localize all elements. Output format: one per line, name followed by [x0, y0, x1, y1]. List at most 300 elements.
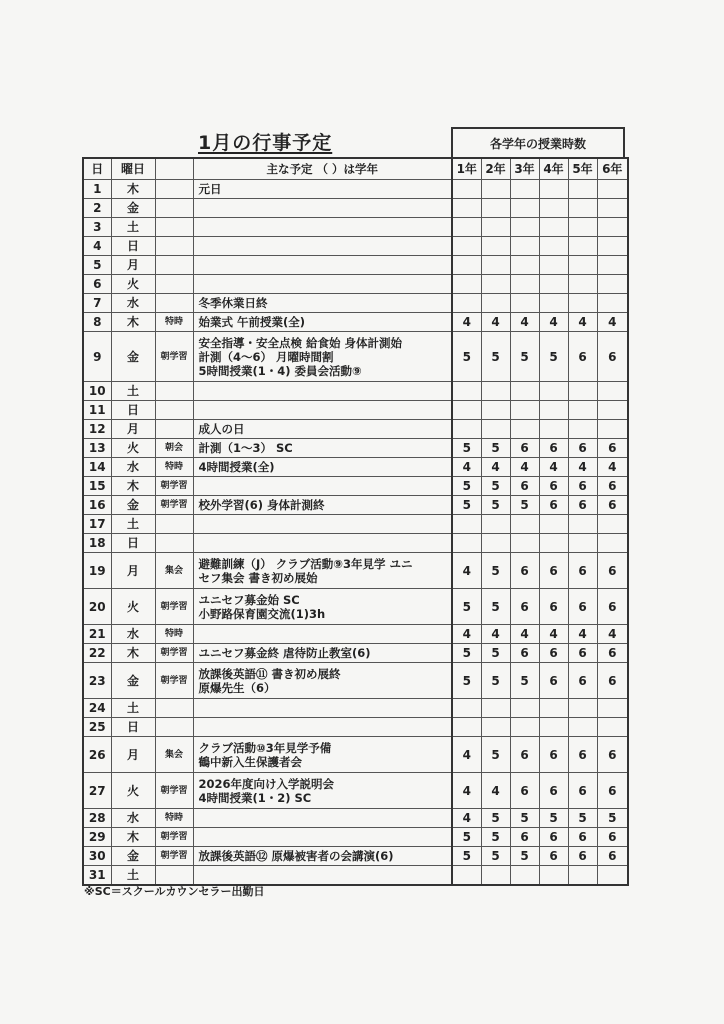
day-cell: 10 — [83, 382, 111, 401]
grade-6-hours-cell — [597, 401, 628, 420]
main-schedule-cell: ユニセフ募金始 SC 小野路保育園交流(1)3h — [193, 589, 452, 625]
grade-1-hours-cell — [452, 515, 481, 534]
grade-5-hours-cell: 4 — [568, 625, 597, 644]
weekday-cell: 木 — [111, 180, 155, 199]
grade-5-hours-cell: 4 — [568, 313, 597, 332]
grade-5-hours-cell — [568, 294, 597, 313]
activity-cell — [155, 401, 193, 420]
main-schedule-cell: 校外学習(6) 身体計測終 — [193, 496, 452, 515]
grade-1-hours-cell: 4 — [452, 625, 481, 644]
grade-3-hours-cell: 5 — [510, 847, 539, 866]
grade-3-hours-cell — [510, 866, 539, 886]
grade-4-hours-cell — [539, 401, 568, 420]
day-cell: 18 — [83, 534, 111, 553]
weekday-cell: 土 — [111, 866, 155, 886]
header-activity — [155, 158, 193, 180]
activity-cell: 朝学習 — [155, 589, 193, 625]
grade-5-hours-cell — [568, 718, 597, 737]
grade-5-hours-cell — [568, 534, 597, 553]
table-row — [83, 737, 628, 773]
grade-6-hours-cell: 6 — [597, 589, 628, 625]
grade-5-hours-cell: 6 — [568, 439, 597, 458]
day-cell: 7 — [83, 294, 111, 313]
grade-3-hours-cell: 6 — [510, 553, 539, 589]
main-schedule-cell — [193, 534, 452, 553]
grade-3-hours-cell: 6 — [510, 737, 539, 773]
header-grade-4: 4年 — [539, 158, 568, 180]
weekday-cell: 水 — [111, 625, 155, 644]
grade-2-hours-cell: 5 — [481, 477, 510, 496]
grade-1-hours-cell — [452, 294, 481, 313]
grade-1-hours-cell — [452, 218, 481, 237]
main-schedule-cell: 元日 — [193, 180, 452, 199]
grade-5-hours-cell: 6 — [568, 477, 597, 496]
grade-3-hours-cell — [510, 294, 539, 313]
weekday-cell: 月 — [111, 420, 155, 439]
grade-5-hours-cell: 6 — [568, 828, 597, 847]
grade-2-hours-cell — [481, 237, 510, 256]
grade-3-hours-cell — [510, 718, 539, 737]
main-schedule-cell: 安全指導・安全点検 給食始 身体計測始 計測（4～6） 月曜時間割 5時間授業(1・4) 委員会活動⑨ — [193, 332, 452, 382]
grade-1-hours-cell — [452, 237, 481, 256]
day-cell: 20 — [83, 589, 111, 625]
grade-1-hours-cell — [452, 382, 481, 401]
grade-1-hours-cell — [452, 199, 481, 218]
day-cell: 1 — [83, 180, 111, 199]
weekday-cell: 日 — [111, 237, 155, 256]
weekday-cell: 土 — [111, 515, 155, 534]
grade-3-hours-cell — [510, 382, 539, 401]
grade-4-hours-cell — [539, 718, 568, 737]
grade-4-hours-cell: 6 — [539, 477, 568, 496]
grade-4-hours-cell — [539, 237, 568, 256]
grade-6-hours-cell: 6 — [597, 644, 628, 663]
main-schedule-cell — [193, 699, 452, 718]
grade-2-hours-cell: 5 — [481, 828, 510, 847]
main-schedule-cell: 始業式 午前授業(全) — [193, 313, 452, 332]
activity-cell — [155, 382, 193, 401]
main-schedule-cell: ユニセフ募金終 虐待防止教室(6) — [193, 644, 452, 663]
grade-4-hours-cell: 5 — [539, 809, 568, 828]
grade-6-hours-cell — [597, 218, 628, 237]
grade-1-hours-cell — [452, 534, 481, 553]
weekday-cell: 火 — [111, 275, 155, 294]
grade-1-hours-cell — [452, 256, 481, 275]
grade-2-hours-cell — [481, 699, 510, 718]
main-schedule-cell — [193, 515, 452, 534]
main-schedule-cell — [193, 256, 452, 275]
grade-1-hours-cell — [452, 401, 481, 420]
schedule-table — [82, 157, 629, 886]
grade-5-hours-cell: 4 — [568, 458, 597, 477]
grade-3-hours-cell — [510, 180, 539, 199]
weekday-cell: 金 — [111, 663, 155, 699]
weekday-cell: 木 — [111, 828, 155, 847]
grade-2-hours-cell: 5 — [481, 496, 510, 515]
day-cell: 23 — [83, 663, 111, 699]
grade-3-hours-cell — [510, 420, 539, 439]
grade-1-hours-cell — [452, 180, 481, 199]
grade-5-hours-cell: 6 — [568, 644, 597, 663]
header-grade-2: 2年 — [481, 158, 510, 180]
grade-1-hours-cell — [452, 718, 481, 737]
grade-5-hours-cell: 5 — [568, 809, 597, 828]
grade-6-hours-cell: 4 — [597, 458, 628, 477]
main-schedule-cell: 4時間授業(全) — [193, 458, 452, 477]
grade-2-hours-cell — [481, 275, 510, 294]
activity-cell: 朝学習 — [155, 477, 193, 496]
hours-header: 各学年の授業時数 — [451, 127, 625, 157]
activity-cell: 朝学習 — [155, 663, 193, 699]
table-row — [83, 401, 628, 420]
grade-3-hours-cell — [510, 218, 539, 237]
grade-2-hours-cell: 4 — [481, 313, 510, 332]
weekday-cell: 金 — [111, 496, 155, 515]
header-weekday: 曜日 — [111, 158, 155, 180]
grade-4-hours-cell: 6 — [539, 439, 568, 458]
grade-3-hours-cell — [510, 401, 539, 420]
grade-6-hours-cell: 6 — [597, 773, 628, 809]
day-cell: 24 — [83, 699, 111, 718]
grade-4-hours-cell — [539, 275, 568, 294]
grade-6-hours-cell — [597, 515, 628, 534]
table-row — [83, 439, 628, 458]
activity-cell — [155, 180, 193, 199]
day-cell: 21 — [83, 625, 111, 644]
weekday-cell: 日 — [111, 718, 155, 737]
grade-4-hours-cell: 6 — [539, 828, 568, 847]
grade-3-hours-cell — [510, 275, 539, 294]
day-cell: 14 — [83, 458, 111, 477]
main-schedule-cell — [193, 625, 452, 644]
main-schedule-cell — [193, 382, 452, 401]
main-schedule-cell — [193, 199, 452, 218]
weekday-cell: 火 — [111, 589, 155, 625]
grade-1-hours-cell: 5 — [452, 496, 481, 515]
table-row — [83, 199, 628, 218]
main-schedule-cell: 放課後英語⑫ 原爆被害者の会講演(6) — [193, 847, 452, 866]
main-schedule-cell: クラブ活動⑩3年見学予備 鶴中新入生保護者会 — [193, 737, 452, 773]
grade-6-hours-cell: 6 — [597, 847, 628, 866]
grade-4-hours-cell: 6 — [539, 496, 568, 515]
table-row — [83, 313, 628, 332]
weekday-cell: 水 — [111, 458, 155, 477]
grade-1-hours-cell: 4 — [452, 553, 481, 589]
day-cell: 2 — [83, 199, 111, 218]
day-cell: 6 — [83, 275, 111, 294]
activity-cell — [155, 275, 193, 294]
grade-3-hours-cell: 4 — [510, 313, 539, 332]
grade-4-hours-cell: 6 — [539, 737, 568, 773]
grade-4-hours-cell — [539, 534, 568, 553]
grade-3-hours-cell: 6 — [510, 439, 539, 458]
table-row — [83, 275, 628, 294]
table-row — [83, 237, 628, 256]
grade-6-hours-cell — [597, 256, 628, 275]
schedule-body — [83, 180, 628, 886]
grade-6-hours-cell — [597, 534, 628, 553]
weekday-cell: 金 — [111, 332, 155, 382]
weekday-cell: 火 — [111, 439, 155, 458]
grade-1-hours-cell: 5 — [452, 439, 481, 458]
main-schedule-cell: 冬季休業日終 — [193, 294, 452, 313]
grade-6-hours-cell — [597, 199, 628, 218]
main-schedule-cell — [193, 477, 452, 496]
grade-5-hours-cell — [568, 199, 597, 218]
grade-6-hours-cell: 4 — [597, 313, 628, 332]
grade-2-hours-cell: 5 — [481, 332, 510, 382]
grade-1-hours-cell — [452, 275, 481, 294]
grade-2-hours-cell — [481, 866, 510, 886]
day-cell: 22 — [83, 644, 111, 663]
grade-4-hours-cell — [539, 256, 568, 275]
activity-cell: 朝学習 — [155, 644, 193, 663]
grade-2-hours-cell: 4 — [481, 625, 510, 644]
grade-1-hours-cell: 4 — [452, 313, 481, 332]
grade-2-hours-cell — [481, 401, 510, 420]
main-schedule-cell — [193, 218, 452, 237]
weekday-cell: 水 — [111, 294, 155, 313]
weekday-cell: 月 — [111, 553, 155, 589]
main-schedule-cell: 避難訓練（J） クラブ活動⑨3年見学 ユニ セフ集会 書き初め展始 — [193, 553, 452, 589]
table-row — [83, 663, 628, 699]
grade-2-hours-cell — [481, 294, 510, 313]
grade-4-hours-cell — [539, 199, 568, 218]
day-cell: 31 — [83, 866, 111, 886]
grade-2-hours-cell: 5 — [481, 809, 510, 828]
grade-6-hours-cell: 6 — [597, 332, 628, 382]
grade-6-hours-cell — [597, 866, 628, 886]
activity-cell: 朝学習 — [155, 828, 193, 847]
weekday-cell: 金 — [111, 199, 155, 218]
grade-4-hours-cell: 6 — [539, 663, 568, 699]
grade-2-hours-cell: 5 — [481, 663, 510, 699]
table-row — [83, 699, 628, 718]
grade-3-hours-cell — [510, 699, 539, 718]
table-row — [83, 218, 628, 237]
grade-6-hours-cell — [597, 275, 628, 294]
activity-cell: 朝学習 — [155, 332, 193, 382]
weekday-cell: 土 — [111, 218, 155, 237]
day-cell: 5 — [83, 256, 111, 275]
header-grade-1: 1年 — [452, 158, 481, 180]
day-cell: 16 — [83, 496, 111, 515]
activity-cell: 朝学習 — [155, 847, 193, 866]
weekday-cell: 月 — [111, 737, 155, 773]
activity-cell: 朝学習 — [155, 773, 193, 809]
grade-3-hours-cell: 4 — [510, 625, 539, 644]
grade-5-hours-cell: 6 — [568, 773, 597, 809]
grade-4-hours-cell: 6 — [539, 589, 568, 625]
activity-cell: 特時 — [155, 313, 193, 332]
grade-2-hours-cell — [481, 218, 510, 237]
main-schedule-cell — [193, 275, 452, 294]
weekday-cell: 月 — [111, 256, 155, 275]
day-cell: 27 — [83, 773, 111, 809]
table-row — [83, 589, 628, 625]
weekday-cell: 木 — [111, 313, 155, 332]
grade-4-hours-cell — [539, 420, 568, 439]
grade-4-hours-cell: 6 — [539, 553, 568, 589]
grade-1-hours-cell: 5 — [452, 644, 481, 663]
activity-cell: 朝会 — [155, 439, 193, 458]
grade-5-hours-cell: 6 — [568, 553, 597, 589]
grade-4-hours-cell: 6 — [539, 847, 568, 866]
grade-1-hours-cell: 5 — [452, 332, 481, 382]
grade-6-hours-cell — [597, 294, 628, 313]
header-day: 日 — [83, 158, 111, 180]
weekday-cell: 木 — [111, 477, 155, 496]
grade-3-hours-cell: 5 — [510, 809, 539, 828]
grade-2-hours-cell — [481, 534, 510, 553]
table-row — [83, 718, 628, 737]
grade-5-hours-cell — [568, 180, 597, 199]
grade-5-hours-cell — [568, 382, 597, 401]
grade-5-hours-cell: 6 — [568, 847, 597, 866]
table-row — [83, 515, 628, 534]
grade-1-hours-cell: 5 — [452, 847, 481, 866]
grade-4-hours-cell: 4 — [539, 625, 568, 644]
table-row — [83, 382, 628, 401]
weekday-cell: 火 — [111, 773, 155, 809]
grade-6-hours-cell — [597, 699, 628, 718]
grade-5-hours-cell — [568, 401, 597, 420]
weekday-cell: 土 — [111, 382, 155, 401]
main-schedule-cell — [193, 809, 452, 828]
weekday-cell: 日 — [111, 534, 155, 553]
grade-2-hours-cell: 5 — [481, 553, 510, 589]
grade-4-hours-cell — [539, 866, 568, 886]
grade-2-hours-cell — [481, 420, 510, 439]
main-schedule-cell: 成人の日 — [193, 420, 452, 439]
weekday-cell: 水 — [111, 809, 155, 828]
grade-6-hours-cell: 6 — [597, 737, 628, 773]
grade-1-hours-cell — [452, 420, 481, 439]
day-cell: 13 — [83, 439, 111, 458]
grade-5-hours-cell — [568, 256, 597, 275]
main-schedule-cell — [193, 401, 452, 420]
day-cell: 15 — [83, 477, 111, 496]
activity-cell: 特時 — [155, 458, 193, 477]
grade-6-hours-cell: 6 — [597, 828, 628, 847]
table-row — [83, 847, 628, 866]
table-row — [83, 644, 628, 663]
main-schedule-cell — [193, 237, 452, 256]
weekday-cell: 金 — [111, 847, 155, 866]
header-grade-6: 6年 — [597, 158, 628, 180]
header-grade-3: 3年 — [510, 158, 539, 180]
footnote: ※SC＝スクールカウンセラー出勤日 — [84, 885, 265, 898]
grade-1-hours-cell: 4 — [452, 737, 481, 773]
grade-6-hours-cell: 5 — [597, 809, 628, 828]
grade-2-hours-cell: 4 — [481, 458, 510, 477]
grade-2-hours-cell — [481, 718, 510, 737]
day-cell: 28 — [83, 809, 111, 828]
day-cell: 12 — [83, 420, 111, 439]
day-cell: 25 — [83, 718, 111, 737]
grade-1-hours-cell: 4 — [452, 458, 481, 477]
grade-4-hours-cell: 6 — [539, 773, 568, 809]
day-cell: 11 — [83, 401, 111, 420]
grade-6-hours-cell: 6 — [597, 477, 628, 496]
grade-4-hours-cell — [539, 382, 568, 401]
grade-6-hours-cell — [597, 237, 628, 256]
activity-cell: 集会 — [155, 737, 193, 773]
grade-6-hours-cell: 4 — [597, 625, 628, 644]
table-row — [83, 420, 628, 439]
grade-2-hours-cell: 5 — [481, 644, 510, 663]
weekday-cell: 木 — [111, 644, 155, 663]
grade-2-hours-cell: 4 — [481, 773, 510, 809]
grade-1-hours-cell: 4 — [452, 773, 481, 809]
grade-5-hours-cell: 6 — [568, 332, 597, 382]
grade-5-hours-cell: 6 — [568, 589, 597, 625]
day-cell: 30 — [83, 847, 111, 866]
grade-6-hours-cell: 6 — [597, 439, 628, 458]
table-row — [83, 625, 628, 644]
table-row — [83, 496, 628, 515]
grade-2-hours-cell: 5 — [481, 439, 510, 458]
grade-3-hours-cell: 6 — [510, 828, 539, 847]
grade-2-hours-cell: 5 — [481, 847, 510, 866]
day-cell: 19 — [83, 553, 111, 589]
activity-cell — [155, 420, 193, 439]
weekday-cell: 土 — [111, 699, 155, 718]
grade-4-hours-cell — [539, 294, 568, 313]
grade-6-hours-cell — [597, 382, 628, 401]
activity-cell — [155, 699, 193, 718]
grade-2-hours-cell — [481, 199, 510, 218]
grade-5-hours-cell — [568, 218, 597, 237]
grade-5-hours-cell — [568, 237, 597, 256]
grade-6-hours-cell — [597, 718, 628, 737]
main-schedule-cell — [193, 828, 452, 847]
activity-cell — [155, 199, 193, 218]
grade-3-hours-cell: 5 — [510, 332, 539, 382]
header-main: 主な予定 （ ）は学年 — [193, 158, 452, 180]
activity-cell — [155, 256, 193, 275]
grade-3-hours-cell: 6 — [510, 589, 539, 625]
grade-6-hours-cell: 6 — [597, 496, 628, 515]
day-cell: 9 — [83, 332, 111, 382]
header-grade-5: 5年 — [568, 158, 597, 180]
grade-4-hours-cell: 4 — [539, 313, 568, 332]
table-row — [83, 332, 628, 382]
activity-cell: 特時 — [155, 809, 193, 828]
table-row — [83, 553, 628, 589]
weekday-cell: 日 — [111, 401, 155, 420]
table-row — [83, 256, 628, 275]
grade-5-hours-cell: 6 — [568, 663, 597, 699]
activity-cell: 朝学習 — [155, 496, 193, 515]
grade-5-hours-cell: 6 — [568, 496, 597, 515]
table-row — [83, 534, 628, 553]
table-row — [83, 828, 628, 847]
grade-2-hours-cell — [481, 515, 510, 534]
grade-5-hours-cell — [568, 275, 597, 294]
main-schedule-cell: 計測（1～3） SC — [193, 439, 452, 458]
table-row — [83, 294, 628, 313]
page-title: 1月の行事予定 — [198, 132, 333, 154]
grade-5-hours-cell — [568, 515, 597, 534]
activity-cell — [155, 294, 193, 313]
grade-5-hours-cell — [568, 420, 597, 439]
grade-3-hours-cell — [510, 515, 539, 534]
table-row — [83, 773, 628, 809]
grade-1-hours-cell: 5 — [452, 828, 481, 847]
header-row — [83, 158, 628, 180]
grade-4-hours-cell — [539, 180, 568, 199]
